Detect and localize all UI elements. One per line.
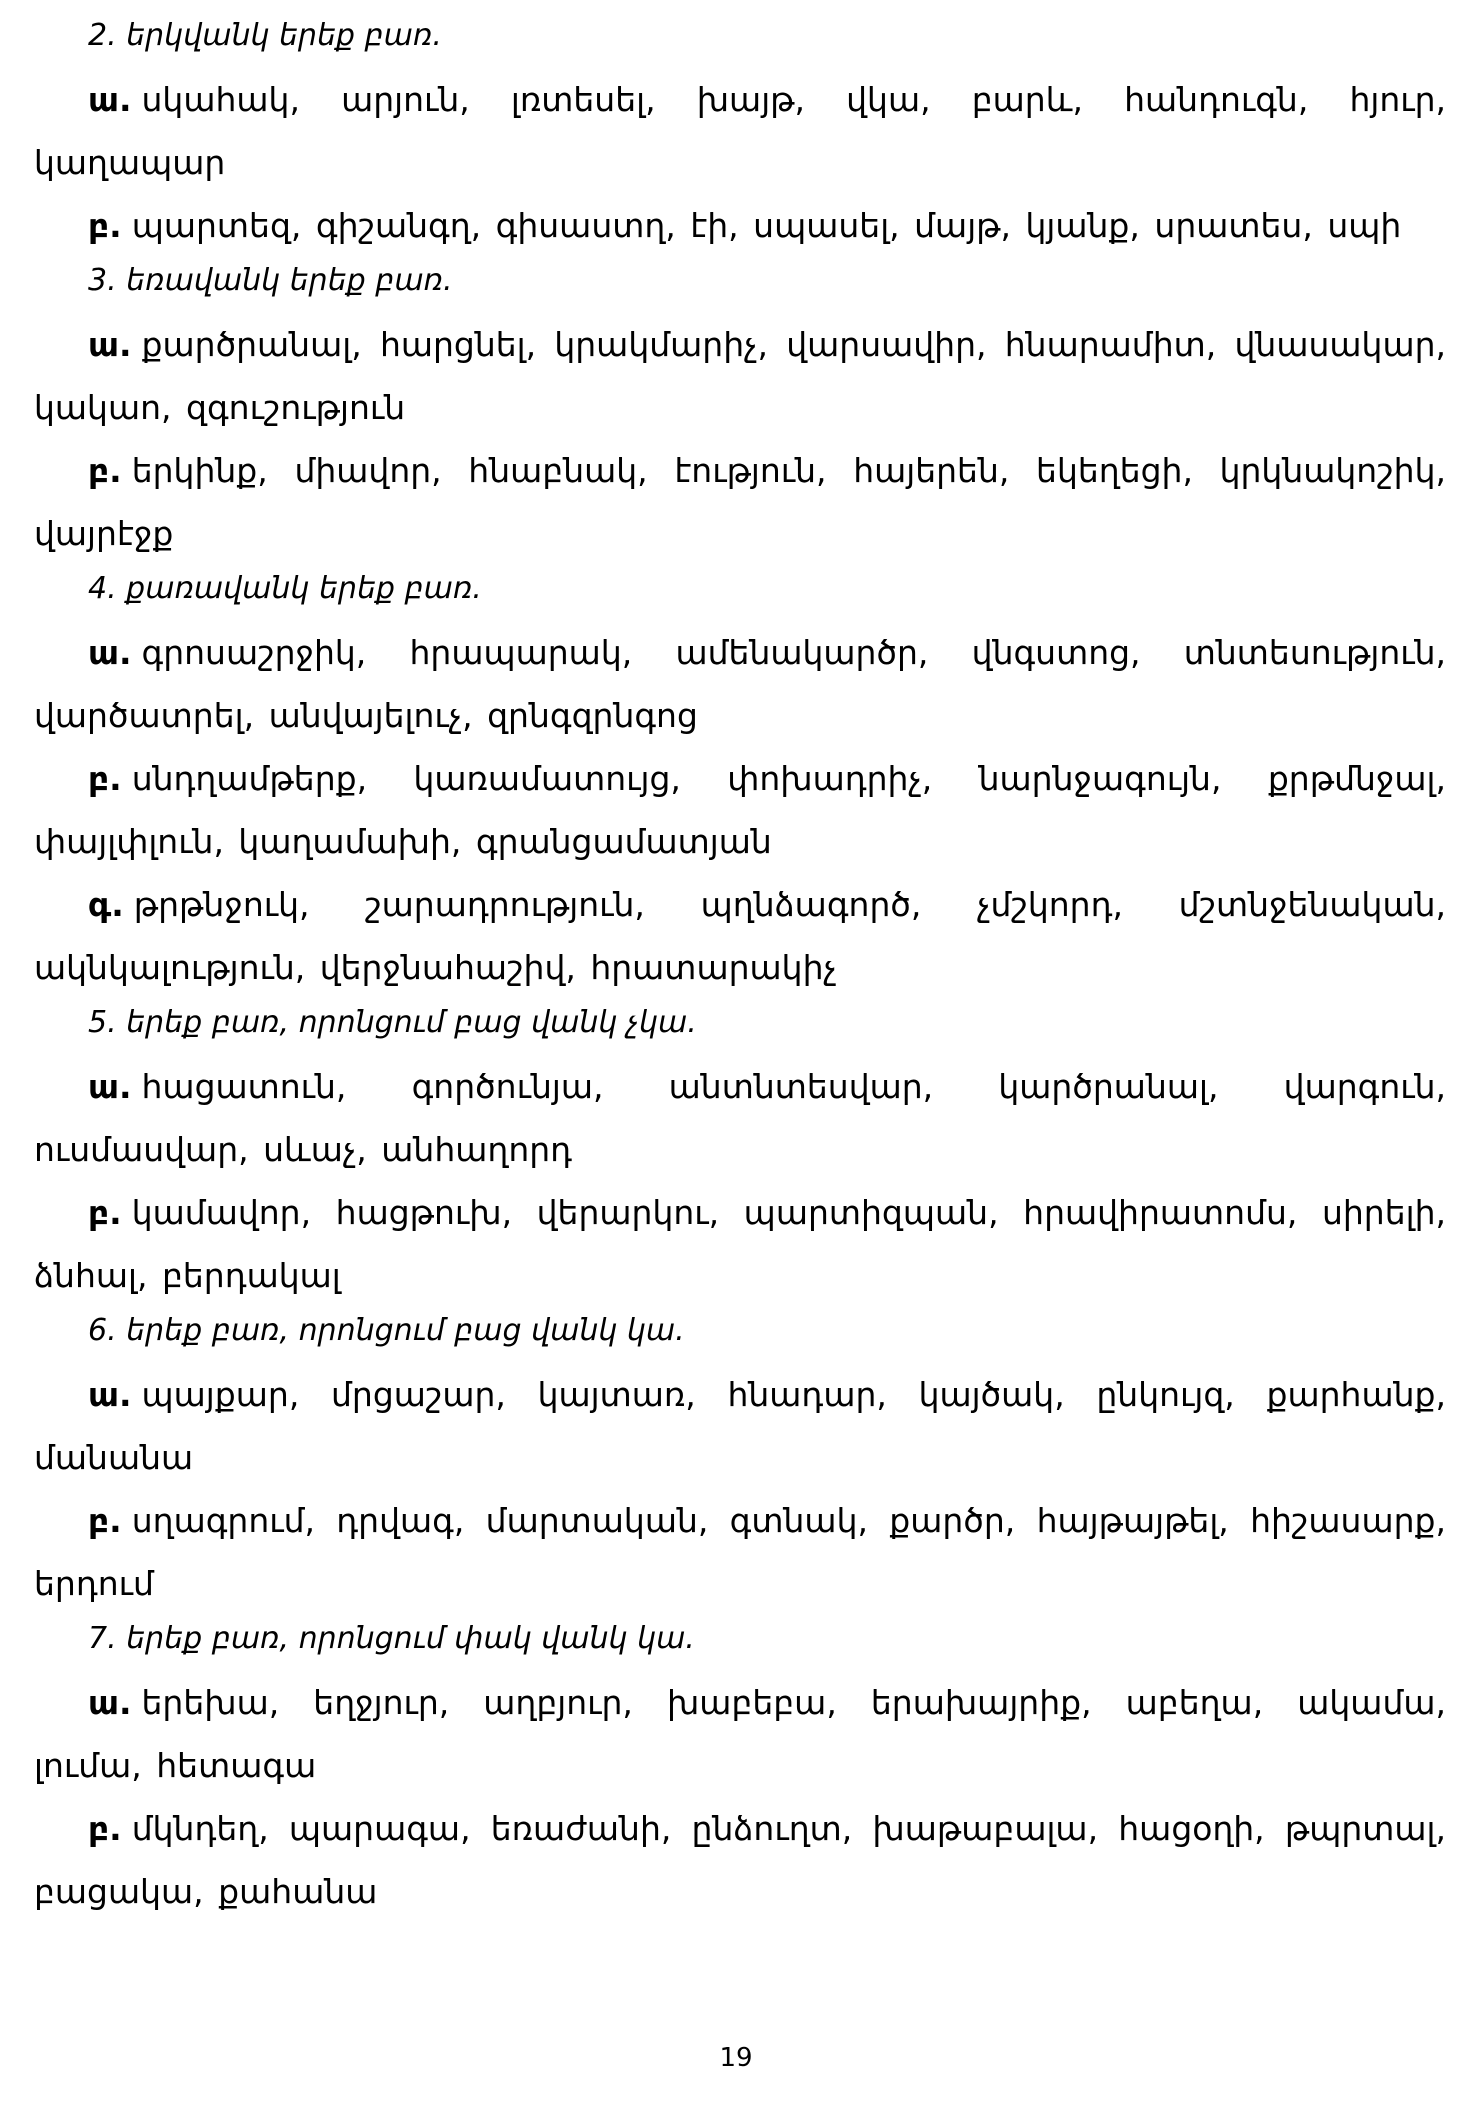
list-item <box>34 1363 1446 1489</box>
section-heading: 6. երեք բառ, որոնցում բաց վանկ կա. <box>88 1313 685 1348</box>
list-item <box>34 1055 1446 1181</box>
item-text: քարծրանալ, հարցնել, կրակմարիչ, վարսավիր, հնարամիտ, վնասակար, կակաո, զգուշություն <box>34 325 1446 427</box>
item-text: պարտեզ, գիշանգղ, գիսաստղ, էի, սպասել, մայթ, կյանք, սրատես, սպի <box>131 206 1402 245</box>
item-text: երեխա, եղջյուր, աղբյուր, խաբեբա, երախայրիք, աբեղա, ակամա, լումա, հետագա <box>34 1683 1446 1785</box>
item-letter: ա. <box>88 633 132 672</box>
item-text: կամավոր, հացթուխ, վերարկու, պարտիզպան, հրավիրատոմս, սիրելի, ձնհալ, բերդակալ <box>34 1193 1446 1295</box>
list-item <box>34 68 1446 194</box>
section-heading: 4. քառավանկ երեք բառ. <box>88 571 482 606</box>
item-text: երկինք, միավոր, հնաբնակ, էություն, հայերեն, եկեղեցի, կրկնակոշիկ, վայրէջք <box>34 451 1446 553</box>
section-4 <box>34 565 1446 999</box>
list-item <box>34 1181 1446 1307</box>
list-item <box>34 439 1446 565</box>
page-number: 19 <box>719 2043 753 2073</box>
list-item <box>34 313 1446 439</box>
item-letter: բ. <box>88 1501 122 1540</box>
section-7 <box>34 1615 1446 1923</box>
item-letter: բ. <box>88 206 122 245</box>
section-5 <box>34 999 1446 1307</box>
section-6 <box>34 1307 1446 1615</box>
item-letter: ա. <box>88 1067 132 1106</box>
item-letter: ա. <box>88 1683 132 1722</box>
item-letter: բ. <box>88 1193 122 1232</box>
section-heading: 5. երեք բառ, որոնցում բաց վանկ չկա. <box>88 1005 697 1040</box>
list-item <box>34 1797 1446 1923</box>
list-item <box>34 1671 1446 1797</box>
section-heading: 2. երկվանկ երեք բառ. <box>88 18 442 53</box>
list-item <box>34 621 1446 747</box>
item-letter: բ. <box>88 759 122 798</box>
list-item <box>34 1489 1446 1615</box>
section-2 <box>34 12 1446 257</box>
item-letter: ա. <box>88 325 132 364</box>
list-item <box>34 747 1446 873</box>
item-text: գրոսաշրջիկ, հրապարակ, ամենակարծր, վնգստոց, տնտեսություն, վարծատրել, անվայելուչ, զրնգզրնգոց <box>34 633 1446 735</box>
item-text: սղագրում, դրվագ, մարտական, գտնակ, քարծր, հայթայթել, հիշասարք, երդում <box>34 1501 1446 1603</box>
item-text: թրթնջուկ, շարադրություն, պղնձագործ, չմշկորդ, մշտնջենական, ակնկալություն, վերջնահաշիվ, հրատարակիչ <box>34 885 1446 987</box>
item-text: հացատուն, գործունյա, անտնտեսվար, կարծրանալ, վարգուն, ուսմասվար, սևաչ, անհաղորդ <box>34 1067 1446 1169</box>
section-3 <box>34 257 1446 565</box>
list-item <box>34 873 1446 999</box>
item-text: սնդղամթերք, կառամատույց, փոխադրիչ, նարնջագույն, քրթմնջալ, փայլփլուն, կաղամախի, գրանցամատյան <box>34 759 1446 861</box>
section-heading: 7. երեք բառ, որոնցում փակ վանկ կա. <box>88 1621 695 1656</box>
item-letter: ա. <box>88 1375 132 1414</box>
section-heading: 3. եռավանկ երեք բառ. <box>88 263 453 298</box>
item-letter: գ. <box>88 885 124 924</box>
item-letter: բ. <box>88 1809 122 1848</box>
item-text: պայքար, մրցաշար, կայտառ, հնադար, կայծակ, ընկույզ, քարհանք, մանանա <box>34 1375 1446 1477</box>
item-text: սկահակ, արյուն, լռտեսել, խայթ, վկա, բարև, հանդուգն, հյուր, կաղապար <box>34 80 1446 182</box>
item-letter: բ. <box>88 451 122 490</box>
list-item <box>34 194 1446 257</box>
item-letter: ա. <box>88 80 132 119</box>
item-text: մկնդեղ, պարագա, եռաժանի, ընձուղտ, խաթաբալա, հացօղի, թպրտալ, բացակա, քահանա <box>34 1809 1446 1911</box>
